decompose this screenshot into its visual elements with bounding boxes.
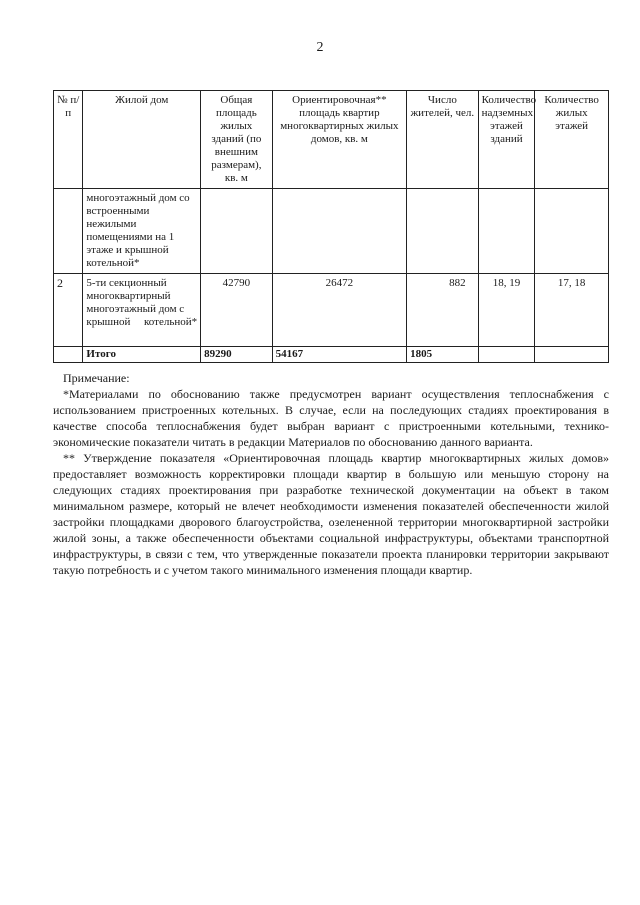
table-row [54,274,609,347]
total-area-sum: 89290 [201,347,272,363]
total-label: Итого [83,347,201,363]
cell-num [54,347,83,363]
header-above-ground-floors: Количество надземных этажей зданий [478,91,535,189]
cell-num [54,189,83,274]
residents-sum: 1805 [407,347,478,363]
approx-area-sum: 54167 [272,347,407,363]
notes-heading: Примечание: [63,371,130,385]
cell-total-area [201,189,272,274]
cell-approx-area [272,189,407,274]
cell-approx-area: 26472 [272,274,407,347]
cell-residential-floors [535,347,609,363]
note-apartment-area: ** Утверждение показателя «Ориентировочная площадь квартир многоквартирных жилых домов» предоставляет возможность корректировки площади квартир в большую или меньшую сторону на следующих стадиях проектирования при разработке технической документации на объект в таком минимальном размере, который не влечет необходимости изменения показателей обеспеченности жилой застройки площадками дворового благоустройства, озелененной территории многоквартирной застройки жилой зоны, а также обеспеченности объектами социальной инфраструктуры, объектами транспортной инфраструктуры, в связи с тем, что утвержденные показатели проекта планировки территории закрывают такую потребность и с учетом такого минимального изменения площади квартир. [53,451,609,577]
housing-table [53,90,609,363]
cell-above-ground [478,347,535,363]
header-residential-floors: Количество жилых этажей [535,91,609,189]
header-approx-area: Ориентировочная** площадь квартир многоквартирных жилых домов, кв. м [272,91,407,189]
cell-house: 5-ти секционный многоквартирный многоэтажный дом с крышной котельной* [83,274,201,347]
note-heating: *Материалами по обоснованию также предусмотрен вариант осуществления теплоснабжения с использованием пристроенных котельных. В случае, если на последующих стадиях проектирования в качестве способа теплоснабжения будет выбран вариант с пристроенными котельными, технико-экономические показатели читать в редакции Материалов по обоснованию данного варианта. [53,387,609,449]
header-num: № п/п [54,91,83,189]
cell-above-ground [478,189,535,274]
cell-num: 2 [54,274,83,347]
header-house: Жилой дом [83,91,201,189]
notes-section [53,370,609,578]
table-total-row [54,347,609,363]
header-total-area: Общая площадь жилых зданий (по внешним размерам), кв. м [201,91,272,189]
cell-residents: 882 [407,274,478,347]
cell-above-ground: 18, 19 [478,274,535,347]
cell-residents [407,189,478,274]
cell-residential-floors [535,189,609,274]
cell-house: многоэтажный дом со встроенными нежилыми помещениями на 1 этаже и крышной котельной* [83,189,201,274]
cell-residential-floors: 17, 18 [535,274,609,347]
header-residents: Число жителей, чел. [407,91,478,189]
cell-total-area: 42790 [201,274,272,347]
table-row [54,189,609,274]
page-number: 2 [316,40,324,55]
table-header-row [54,91,609,189]
